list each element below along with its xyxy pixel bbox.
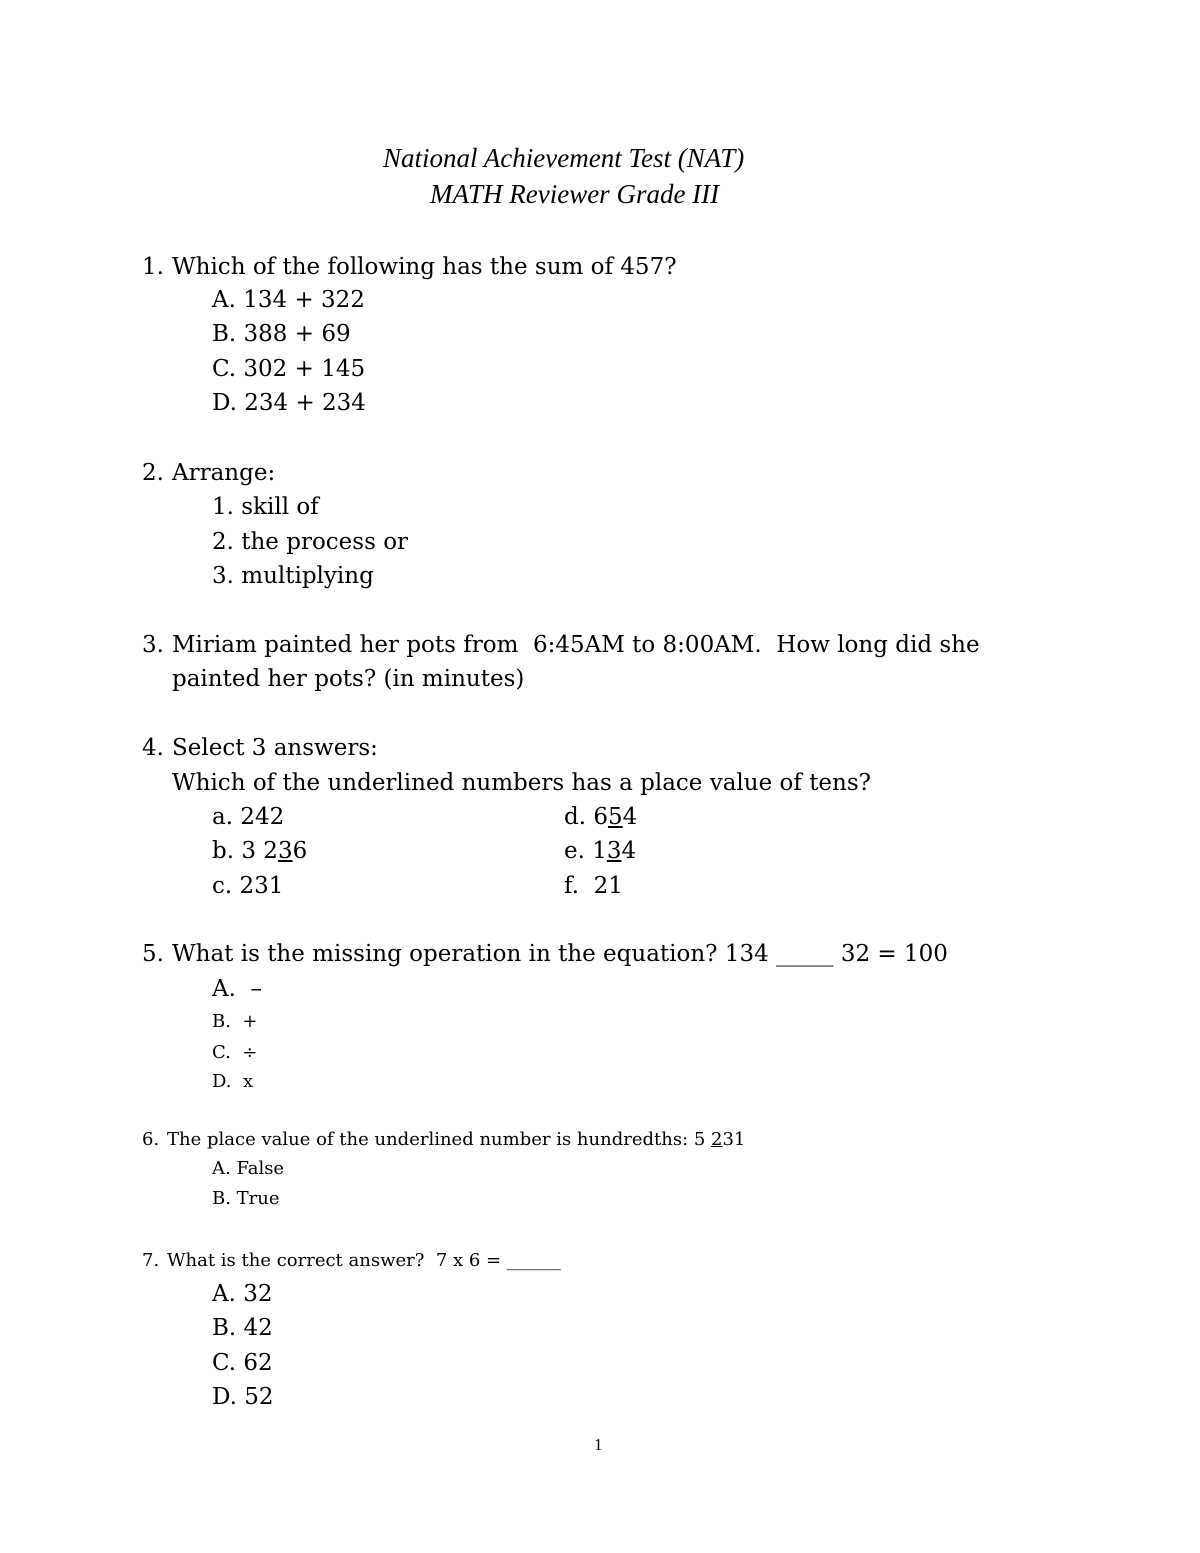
q3-line-1: Miriam painted her pots from 6:45AM to 8:00AM. How long did she xyxy=(172,632,980,658)
underlined-digit: 3 xyxy=(277,838,293,864)
q2-number: 2. xyxy=(142,460,164,486)
q7-option-b: B. 42 xyxy=(212,1315,273,1341)
q6-text: The place value of the underlined number is hundredths: 5 231 xyxy=(167,1129,746,1150)
q4-option-e: e. 134 xyxy=(564,838,637,864)
q5-option-c: C. ÷ xyxy=(212,1042,258,1063)
underlined-digit: 2 xyxy=(711,1129,723,1150)
q5-option-a: A. – xyxy=(212,976,263,1002)
q4-option-b: b. 3 236 xyxy=(212,838,308,864)
q1-option-a: A. 134 + 322 xyxy=(212,287,365,313)
q4-option-a: a. 242 xyxy=(212,804,285,830)
q5-number: 5. xyxy=(142,941,164,967)
q1-option-c: C. 302 + 145 xyxy=(212,356,366,382)
q2-item-1: 1. skill of xyxy=(212,494,319,520)
title-line-2: MATH Reviewer Grade III xyxy=(430,179,720,209)
page-number: 1 xyxy=(594,1435,603,1454)
q6-number: 6. xyxy=(142,1129,160,1150)
q1-text: Which of the following has the sum of 457? xyxy=(172,254,677,280)
q3-number: 3. xyxy=(142,632,164,658)
q4-option-c: c. 231 xyxy=(212,873,284,899)
q1-option-d: D. 234 + 234 xyxy=(212,390,366,416)
q2-item-3: 3. multiplying xyxy=(212,563,374,589)
q7-number: 7. xyxy=(142,1250,160,1271)
q2-text: Arrange: xyxy=(172,460,276,486)
q7-text: What is the correct answer? 7 x 6 = ______ xyxy=(167,1250,561,1271)
q1-number: 1. xyxy=(142,254,164,280)
q4-number: 4. xyxy=(142,735,164,761)
q1-option-b: B. 388 + 69 xyxy=(212,321,351,347)
q4-line-2: Which of the underlined numbers has a place value of tens? xyxy=(172,770,871,796)
q6-option-a: A. False xyxy=(212,1158,285,1179)
q7-option-a: A. 32 xyxy=(212,1281,273,1307)
q4-option-d: d. 654 xyxy=(564,804,638,830)
q3-line-2: painted her pots? (in minutes) xyxy=(172,666,525,692)
q7-option-d: D. 52 xyxy=(212,1384,274,1410)
q5-option-b: B. + xyxy=(212,1011,258,1032)
underlined-digit: 3 xyxy=(606,838,622,864)
q6-option-b: B. True xyxy=(212,1188,280,1209)
q4-option-f: f. 21 xyxy=(564,873,623,899)
q7-option-c: C. 62 xyxy=(212,1350,273,1376)
q2-item-2: 2. the process or xyxy=(212,529,409,555)
q5-option-d: D. x xyxy=(212,1071,254,1092)
q5-text: What is the missing operation in the equation? 134 _____ 32 = 100 xyxy=(172,941,948,967)
title-line-1: National Achievement Test (NAT) xyxy=(383,143,745,173)
underlined-digit: 5 xyxy=(607,804,623,830)
q4-line-1: Select 3 answers: xyxy=(172,735,378,761)
